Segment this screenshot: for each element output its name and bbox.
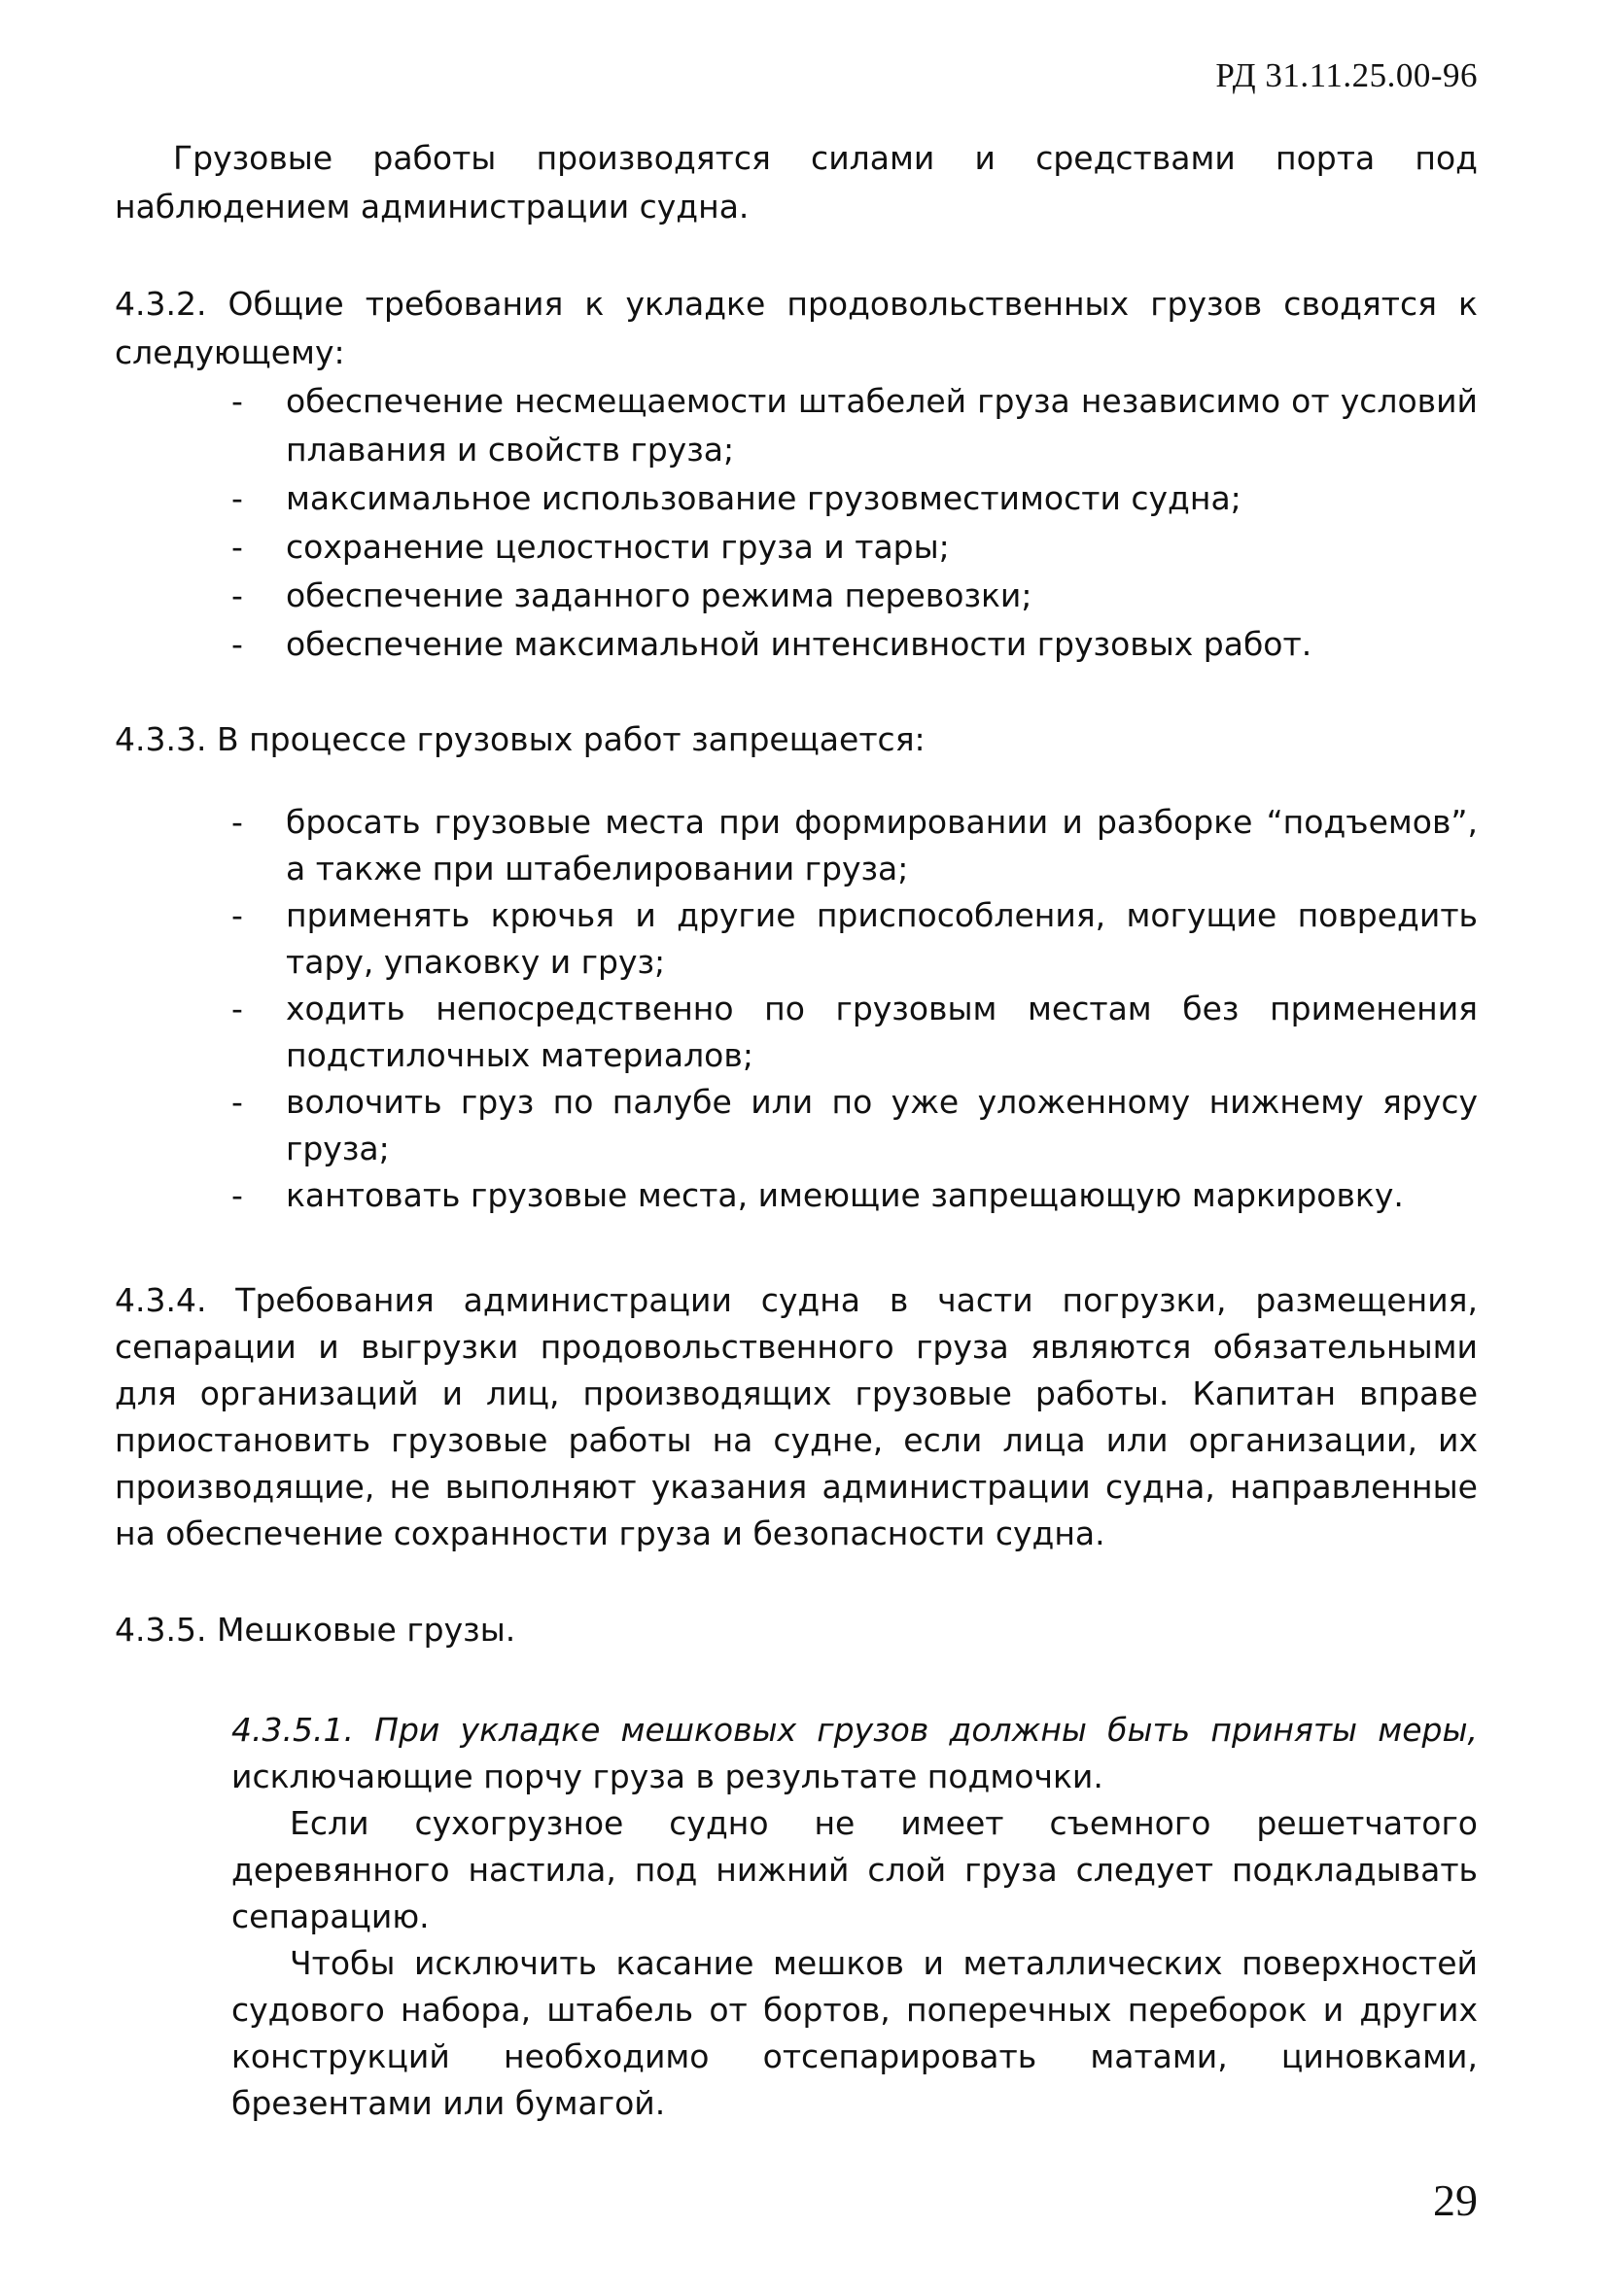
section-4-3-3-list: [231, 799, 1478, 1219]
list-item: - бросать грузовые места при формировании и разборке “подъемов”, а также при штабелировании груза;: [231, 803, 1478, 887]
list-item: - волочить груз по палубе или по уже уложенному нижнему ярусу груза;: [231, 1083, 1478, 1167]
list-item: - кантовать грузовые места, имеющие запрещающую маркировку.: [231, 1176, 1404, 1214]
section-4-3-3-text: 4.3.3. В процессе грузовых работ запрещается:: [115, 720, 926, 758]
list-item: - ходить непосредственно по грузовым местам без применения подстилочных материалов;: [231, 990, 1478, 1074]
section-4-3-5-1-lead: [231, 1707, 1478, 1800]
list-item: - максимальное использование грузовместимости судна;: [231, 479, 1241, 517]
section-4-3-2-heading: [115, 280, 1478, 377]
intro-paragraph: [115, 134, 1478, 231]
intro-text: Грузовые работы производятся силами и средствами порта под наблюдением администрации судна.: [115, 139, 1478, 226]
list-item: - применять крючья и другие приспособления, могущие повредить тару, упаковку и груз;: [231, 896, 1478, 981]
section-4-3-5-1-paragraph-2: Если сухогрузное судно не имеет съемного решетчатого деревянного настила, под нижний слой груза следует подкладывать сепарацию.: [231, 1804, 1478, 1935]
section-4-3-5-1-lead-italic: 4.3.5.1. При укладке мешковых грузов должны быть приняты меры,: [231, 1711, 1478, 1749]
section-4-3-5-1: [231, 1707, 1478, 2127]
section-4-3-5-1-lead-rest: исключающие порчу груза в результате подмочки.: [231, 1757, 1103, 1795]
section-4-3-4: [115, 1277, 1478, 1557]
section-4-3-3-heading: [115, 715, 1478, 764]
section-4-3-2-list: [231, 377, 1478, 669]
list-item: - сохранение целостности груза и тары;: [231, 528, 950, 566]
list-item: - обеспечение заданного режима перевозки;: [231, 576, 1032, 614]
section-4-3-5-text: 4.3.5. Мешковые грузы.: [115, 1611, 516, 1649]
list-item: - обеспечение несмещаемости штабелей груза независимо от условий плавания и свойств груза;: [231, 382, 1478, 469]
section-4-3-5-heading: [115, 1606, 1478, 1654]
list-item: - обеспечение максимальной интенсивности грузовых работ.: [231, 625, 1312, 663]
page-number: 29: [1433, 2175, 1478, 2225]
document-code-header: РД 31.11.25.00-96: [1215, 56, 1478, 94]
section-4-3-2-text: 4.3.2. Общие требования к укладке продовольственных грузов сводятся к следующему:: [115, 285, 1478, 371]
section-4-3-5-1-paragraph-3: Чтобы исключить касание мешков и металлических поверхностей судового набора, штабель от бортов, поперечных переборок и других конструкций необходимо отсепарировать матами, циновками, брезентами или бумагой.: [231, 1944, 1478, 2122]
section-4-3-4-text: 4.3.4. Требования администрации судна в части погрузки, размещения, сепарации и выгрузки продовольственного груза являются обязательными для организаций и лиц, производящих грузовые работы. Капитан вправе приостановить грузовые работы на судне, если лица или организации, их производящие, не выполняют указания администрации судна, направленные на обеспечение сохранности груза и безопасности судна.: [115, 1281, 1478, 1552]
